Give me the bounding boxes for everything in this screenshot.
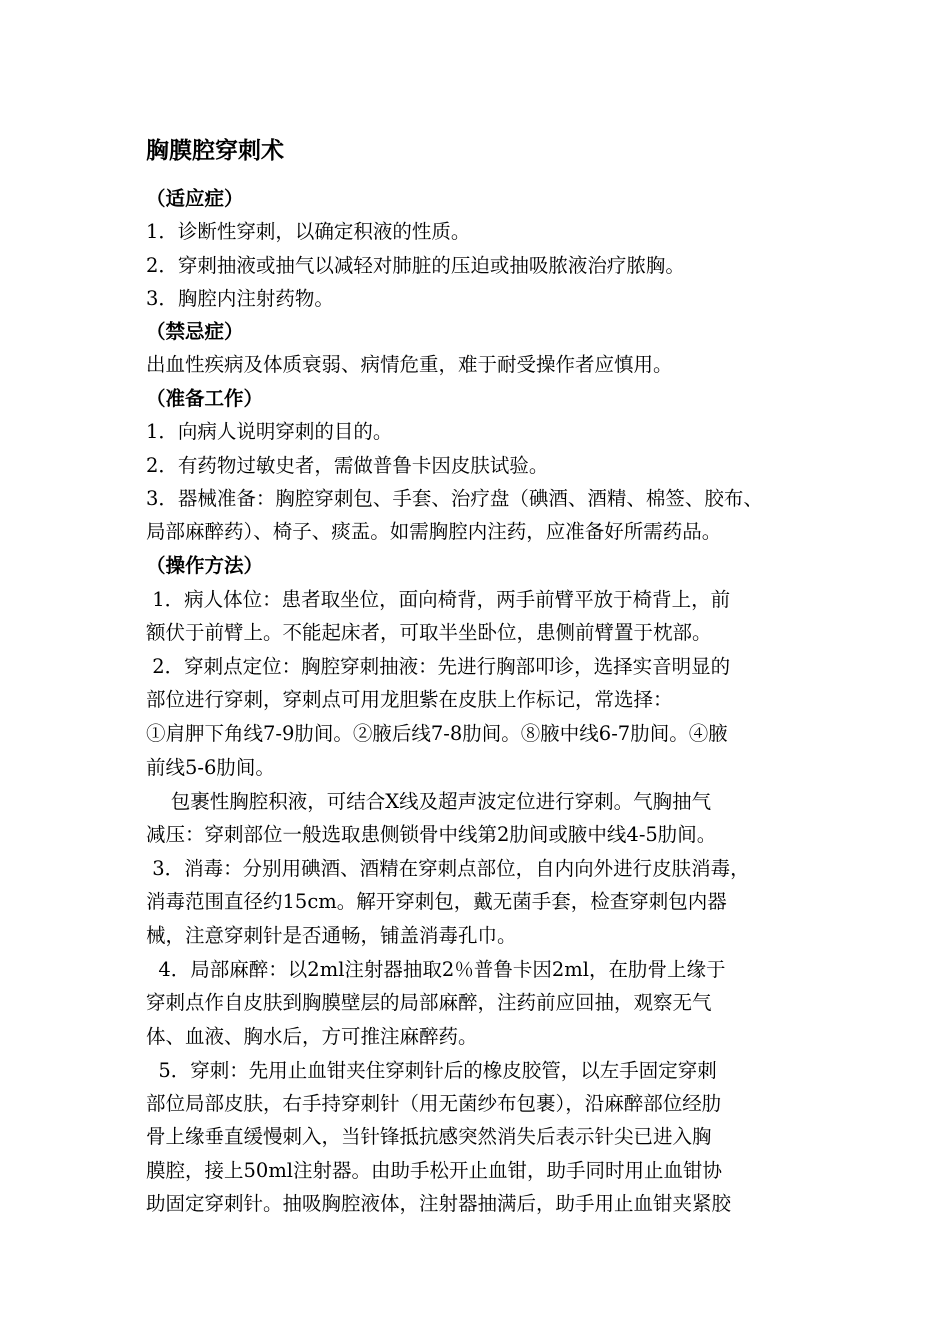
text-line: 5．穿刺：先用止血钳夹住穿刺针后的橡皮胶管，以左手固定穿刺 (146, 1059, 717, 1082)
text-line: 膜腔，接上50ml注射器。由助手松开止血钳，助手同时用止血钳协 (146, 1159, 723, 1182)
section-heading-preparation: （准备工作） (146, 387, 264, 410)
text-line: 局部麻醉药）、椅子、痰盂。如需胸腔内注药，应准备好所需药品。 (146, 520, 722, 543)
section-heading-contraindications: （禁忌症） (146, 320, 244, 343)
text-line: 2．穿刺抽液或抽气以减轻对肺脏的压迫或抽吸脓液治疗脓胸。 (146, 254, 685, 277)
text-line: 2．穿刺点定位：胸腔穿刺抽液：先进行胸部叩诊，选择实音明显的 (146, 655, 731, 678)
text-line: 骨上缘垂直缓慢刺入，当针锋抵抗感突然消失后表示针尖已进入胸 (146, 1125, 712, 1148)
text-line: 部位局部皮肤，右手持穿刺针（用无菌纱布包裹），沿麻醉部位经肋 (146, 1092, 722, 1115)
text-line: 出血性疾病及体质衰弱、病情危重，难于耐受操作者应慎用。 (146, 353, 673, 376)
text-line: 穿刺点作自皮肤到胸膜壁层的局部麻醉，注药前应回抽，观察无气 (146, 991, 712, 1014)
text-line: 部位进行穿刺，穿刺点可用龙胆紫在皮肤上作标记，常选择： (146, 688, 673, 711)
text-line: 械，注意穿刺针是否通畅，铺盖消毒孔巾。 (146, 924, 517, 947)
document-title: 胸膜腔穿刺术 (146, 138, 284, 164)
text-line: 4．局部麻醉：以2ml注射器抽取2％普鲁卡因2ml，在肋骨上缘于 (146, 958, 726, 981)
text-line: 1．病人体位：患者取坐位，面向椅背，两手前臂平放于椅背上，前 (146, 588, 731, 611)
text-line: 助固定穿刺针。抽吸胸腔液体，注射器抽满后，助手用止血钳夹紧胶 (146, 1192, 732, 1215)
section-heading-procedure: （操作方法） (146, 554, 264, 577)
text-line: 3．器械准备：胸腔穿刺包、手套、治疗盘（碘酒、酒精、棉签、胶布、 (146, 487, 763, 510)
section-heading-indications: （适应症） (146, 187, 244, 210)
text-line: 额伏于前臂上。不能起床者，可取半坐卧位，患侧前臂置于枕部。 (146, 621, 712, 644)
text-line: 1．诊断性穿刺，以确定积液的性质。 (146, 220, 471, 243)
text-line: 3．消毒：分别用碘酒、酒精在穿刺点部位，自内向外进行皮肤消毒， (146, 857, 750, 880)
text-line: 减压：穿刺部位一般选取患侧锁骨中线第2肋间或腋中线4-5肋间。 (146, 823, 717, 846)
text-line: 前线5-6肋间。 (146, 756, 275, 779)
text-line: 体、血液、胸水后，方可推注麻醉药。 (146, 1025, 478, 1048)
text-line: 3．胸腔内注射药物。 (146, 287, 334, 310)
text-line: 包裹性胸腔积液，可结合X线及超声波定位进行穿刺。气胸抽气 (146, 790, 712, 813)
text-line: 消毒范围直径约15cm。解开穿刺包，戴无菌手套，检查穿刺包内器 (146, 890, 727, 913)
text-line: 1．向病人说明穿刺的目的。 (146, 420, 393, 443)
text-line: 2．有药物过敏史者，需做普鲁卡因皮肤试验。 (146, 454, 549, 477)
text-line: ①肩胛下角线7-9肋间。②腋后线7-8肋间。⑧腋中线6-7肋间。④腋 (146, 722, 728, 745)
